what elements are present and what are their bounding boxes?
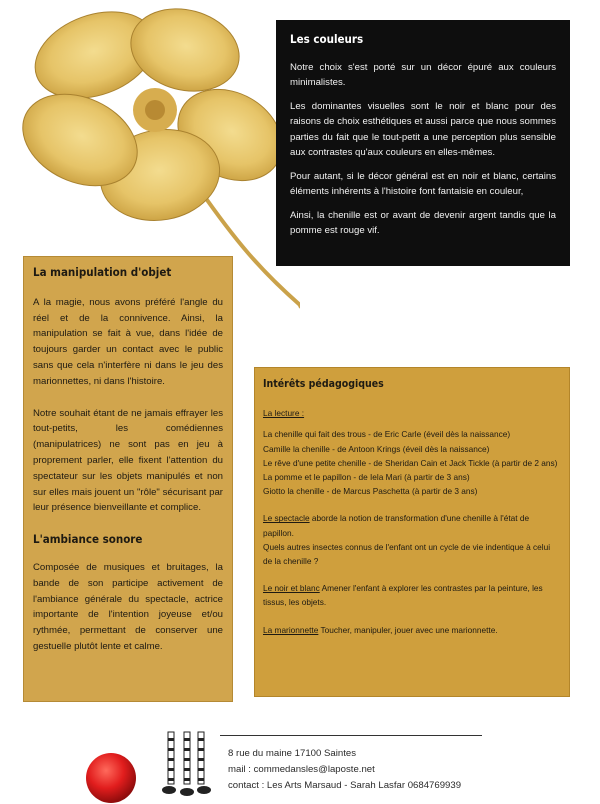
reading-label: La lecture :: [263, 408, 305, 419]
footer-contact: [228, 746, 461, 794]
book-item: La chenille qui fait des trous - de Eric Carle (éveil dès la naissance): [263, 429, 511, 440]
black-white-label: Le noir et blanc: [263, 583, 320, 594]
manipulation-paragraph-1: A la magie, nous avons préféré l'angle du réel et de la connivence. Ainsi, la manipulation se fait à vue, dans l'idée de toujours garder un contact avec le public sans que cela n'interfère ni dans le jeu des marionnettes, ni dans l'histoire.: [33, 296, 223, 387]
black-white-block: [263, 581, 561, 609]
book-item: La pomme et le papillon - de Iela Mari (à partir de 3 ans): [263, 472, 470, 483]
footer-mail: mail : commedansles@laposte.net: [228, 764, 375, 775]
manipulation-sound-section: [23, 256, 233, 702]
colors-paragraph-2: Les dominantes visuelles sont le noir et blanc pour des raisons de choix esthétiques et aussi parce que nous sommes parties du fait que le tout-petit a une perception plus sensible aux contrastes qu'aux couleurs en elles-mêmes.: [290, 100, 556, 158]
show-block: [263, 511, 561, 568]
red-ball-icon: [85, 752, 137, 804]
book-item: Le rêve d'une petite chenille - de Sheridan Cain et Jack Tickle (à partir de 2 ans): [263, 457, 558, 468]
puppet-block: [263, 623, 561, 637]
reading-list: [263, 406, 561, 498]
pedagogy-section: [254, 367, 570, 697]
colors-title: Les couleurs: [290, 32, 364, 46]
show-label: Le spectacle: [263, 513, 310, 524]
show-question: Quels autres insectes connus de l'enfant ont un cycle de vie indentique à celui de la chenille ?: [263, 541, 551, 567]
pedagogy-title: Intérêts pédagogiques: [263, 378, 384, 390]
manipulation-title: La manipulation d'objet: [33, 265, 172, 279]
striped-legs-icon: [160, 730, 212, 800]
footer-divider: [220, 735, 482, 736]
colors-section: [276, 20, 570, 266]
puppet-text: Toucher, manipuler, jouer avec une marionnette.: [318, 624, 498, 635]
colors-paragraph-4: Ainsi, la chenille est or avant de devenir argent tandis que la pomme est rouge vif.: [290, 209, 556, 236]
footer-address: 8 rue du maine 17100 Saintes: [228, 748, 357, 759]
manipulation-paragraph-2: Notre souhait étant de ne jamais effrayer les tout-petits, les comédiennes (manipulatrices) ne sont pas en jeu à proprement parler, elle fixent l'attention du spectateur sur les objets manipulés et non sur elles mais jouent un "rôle" sécurisant par leur présence bienveillante et complice.: [33, 407, 223, 514]
colors-paragraph-3: Pour autant, si le décor général est en noir et blanc, certains éléments inhérents à l'histoire font fantaisie en couleur,: [290, 170, 556, 197]
puppet-label: La marionnette: [263, 624, 319, 635]
sound-paragraph: Composée de musiques et bruitages, la bande de son participe activement de l'ambiance générale du spectacle, actrice importante de l'intention joyeuse et/ou rythmée, permettant de conserver une gestuelle plutôt lente et calme.: [33, 561, 223, 652]
colors-paragraph-1: Notre choix s'est porté sur un décor épuré aux couleurs minimalistes.: [290, 61, 556, 88]
black-white-text: Amener l'enfant à explorer les contrastes par la peinture, les tissus, les objets.: [263, 583, 543, 608]
show-text: aborde la notion de transformation d'une chenille à l'état de papillon.: [263, 513, 530, 538]
book-item: Giotto la chenille - de Marcus Paschetta (à partir de 3 ans): [263, 486, 478, 497]
sound-title: L'ambiance sonore: [33, 532, 143, 547]
footer-contact-line: contact : Les Arts Marsaud - Sarah Lasfar 0684769939: [228, 780, 462, 791]
book-item: Camille la chenille - de Antoon Krings (éveil dès la naissance): [263, 443, 490, 454]
